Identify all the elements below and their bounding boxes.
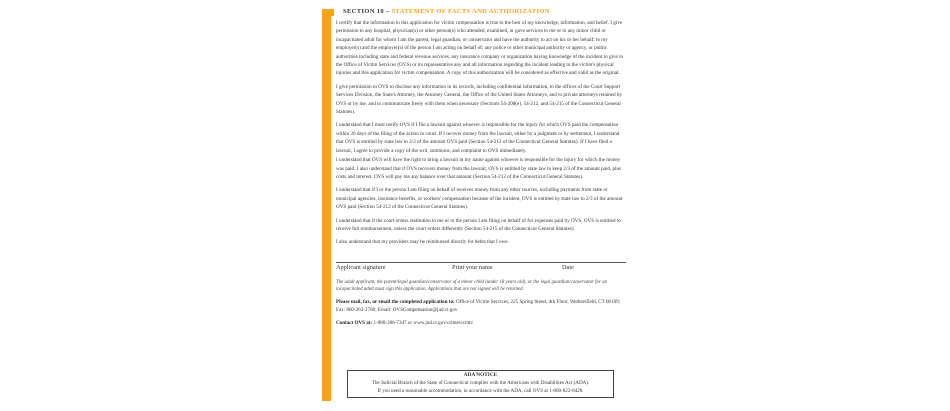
ada-line-2: If you need a reasonable accommodation, in accordance with the ADA, call OVS at 1-800-822-8428.	[377, 388, 584, 395]
contact-details: 1-888-286-7347 or www.jud.ct.gov/crimevictim/	[373, 320, 474, 327]
contact-label: Contact OVS at:	[336, 320, 373, 327]
ada-notice-box	[347, 370, 614, 398]
contact-info	[336, 320, 626, 328]
mail-address: Office of Victim Services, 225 Spring Street, 4th Floor, Wethersfield, CT 06109; Fax: 860-263-2780; Email: OVSCompensation@jud.ct.gov	[336, 299, 621, 313]
ada-title: ADA NOTICE	[463, 372, 498, 378]
paragraph-disclosure: I give permission to OVS to disclose any information in its records, including confidential information, to the offices of the Court Support Services Division, the State's Attorney, the Attorney General, the Office of the United States Attorneys, and to private attorneys retained by OVS or by me, and to communicate freely with them when necessary (Sections 54-208(e), 54-212, and 54-215 of the Connecticut General Statutes).	[336, 83, 623, 116]
section-label: SECTION 10 –	[343, 8, 390, 15]
mail-instructions	[336, 299, 626, 314]
ada-line-1: The Judicial Branch of the State of Connecticut complies with the Americans with Disabilities Act (ADA).	[371, 380, 590, 387]
paragraph-restitution: I understand that if the court orders restitution to me or to the person I am filing on behalf of for expenses paid by OVS, OVS is entitled to receive full reimbursement, unless the court orders differently (Section 54-215 of the Connecticut General Statutes).	[336, 217, 621, 232]
paragraph-certification: I certify that the information in this application for victim compensation is true to the best of my knowledge, information, and belief. I give permission to any hospital, physician(s) or other person(s) who attended, examined, or gave services to me or to any minor child or incapacitated adult for whom I am the parent, legal guardian, or conservator and have the authority to act on his or her behalf; to my employer(s) and the employer(s) of the person I am acting on behalf of; any police or other municipal authority or agency, or public authorities including state and federal revenue services, any insurance company or organization having knowledge of the incident to give to the Office of Victim Services (OVS) or its representative any and all information regarding the incident leading to the victim's physical injuries and this application for victim compensation. A copy of this authorization will be considered as effective and valid as the original.	[336, 20, 624, 77]
signing-note: The adult applicant, the parent/legal guardian/conservator of a minor child (under 18 years old), or the legal guardian/conservator for an incapacitated adult must sign this application. Applications that are not signed will be returned.	[336, 279, 607, 292]
section-10-content	[336, 7, 626, 328]
paragraph-lawsuit-notify: I understand that I must notify OVS if I file a lawsuit against whoever is responsible for the injury for which OVS paid the compensation within 30 days of the filing of the action in court. If I recover money from the lawsuit, either by a judgment or by settlement, I understand that OVS is entitled by state law to 2/3 of the amount OVS paid (Section 54-212 of the Connecticut General Statutes). If I have filed a lawsuit, I agree to provide a copy of the writ, summons, and complaint to OVS immediately.	[336, 122, 620, 154]
section-heading	[336, 7, 626, 16]
section-title: STATEMENT OF FACTS AND AUTHORIZATION	[391, 8, 550, 15]
paragraph-other-sources: I understand that if I or the person I am filing on behalf of receives money from any other sources, including payments from state or municipal agencies, insurance benefits, or workers' compensation because of the incident, OVS is entitled by state law to 2/3 of the amount OVS paid (Section 54-212 of the Connecticut General Statutes).	[336, 187, 623, 211]
signature-line[interactable]	[336, 262, 626, 272]
paragraph-lawsuit-right: I understand that OVS will have the right to bring a lawsuit in my name against whoever is responsible for the injury for which the money was paid. I also understand that if OVS recovers money from the lawsuit, OVS is entitled by state law to keep 2/3 of the amount paid, plus costs and interest. OVS will pay me any balance over that amount (Section 54-212 of the Connecticut General Statutes).	[336, 157, 622, 180]
section-accent-bar	[322, 9, 331, 401]
section-accent-tab	[331, 9, 334, 16]
date-label: Date	[562, 263, 574, 271]
print-name-label: Print your name	[452, 263, 493, 271]
mail-label: Please mail, fax, or email the completed application to:	[336, 299, 455, 306]
applicant-signature-label: Applicant signature	[336, 263, 386, 271]
paragraph-providers: I also understand that my providers may be reimbursed directly for debts that I owe.	[336, 239, 509, 246]
